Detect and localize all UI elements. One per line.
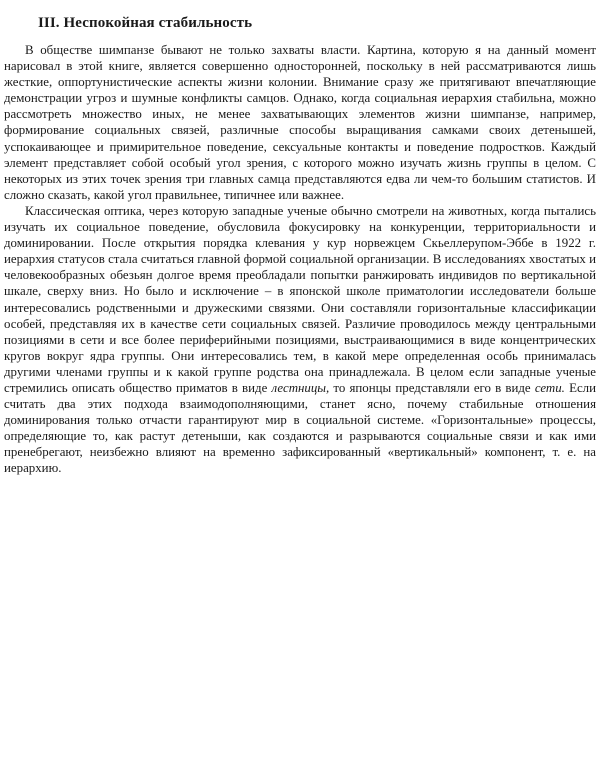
paragraph-2-text-1: Классическая оптика, через которую западные ученые обычно смотрели на животных, когда пытались изучать их социальное поведение, обусловила фокусировку на конкуренции, территориальности и доминировании. После открытия порядка клевания у кур норвежцем Скьеллерупом-Эббе в 1922 г. иерархия статусов стала считаться главной формой социальной организации. В исследованиях хвостатых и человекообразных обезьян долгое время преобладали попытки ранжировать индивидов по вертикальной шкале, сверху вниз. Но было и исключение – в японской школе приматологии исследователи больше интересовались родственными и дружескими связями. Они составляли горизонтальные классификации особей, представляя их в качестве сети социальных связей. Различие проводилось между центральными позициями в сети и все более периферийными позициями, выстраивающимися в виде концентрических кругов вокруг ядра группы. Они интересовались тем, в какой мере определенная особь принималась другими членами группы и к какой группе родства она принадлежала. В целом если западные ученые стремились описать общество приматов в виде: [4, 203, 596, 395]
paragraph-2: [4, 203, 596, 477]
paragraph-2-text-3: Если считать два этих подхода взаимодополняющими, станет ясно, почему стабильные отношения доминирования только отчасти гарантируют мир в социальной системе. «Горизонтальные» процессы, определяющие то, как растут детеныши, как создаются и разрываются социальные связи и как ими пренебрегают, неизбежно влияют на временно зафиксированный «вертикальный» компонент, т. е. на иерархию.: [4, 380, 596, 476]
italic-term-ladder: лестницы,: [271, 380, 330, 395]
paragraph-2-text-2: то японцы представляли его в виде: [329, 380, 535, 395]
document-body: [4, 14, 596, 477]
italic-term-network: сети.: [534, 380, 565, 395]
section-heading: III. Неспокойная стабильность: [38, 15, 253, 31]
paragraph-1: В обществе шимпанзе бывают не только захваты власти. Картина, которую я на данный момент нарисовал в этой книге, является совершенно односторонней, поскольку в ней рассматриваются лишь жесткие, оппортунистические аспекты жизни колонии. Внимание сразу же притягивают впечатляющие демонстрации угроз и шумные конфликты самцов. Однако, когда социальная иерархия стабильна, можно рассмотреть множество иных, не менее захватывающих элементов жизни шимпанзе, например, формирование социальных связей, различные способы выращивания самками своих детенышей, успокаивающее и примирительное поведение, сексуальные контакты и поведение подростков. Каждый элемент представляет собой особый угол зрения, с которого можно изучать жизнь группы в целом. С некоторых из этих точек зрения три главных самца представляются едва ли чем-то большим статистов. И сложно сказать, какой угол правильнее, типичнее или важнее.: [4, 43, 596, 202]
